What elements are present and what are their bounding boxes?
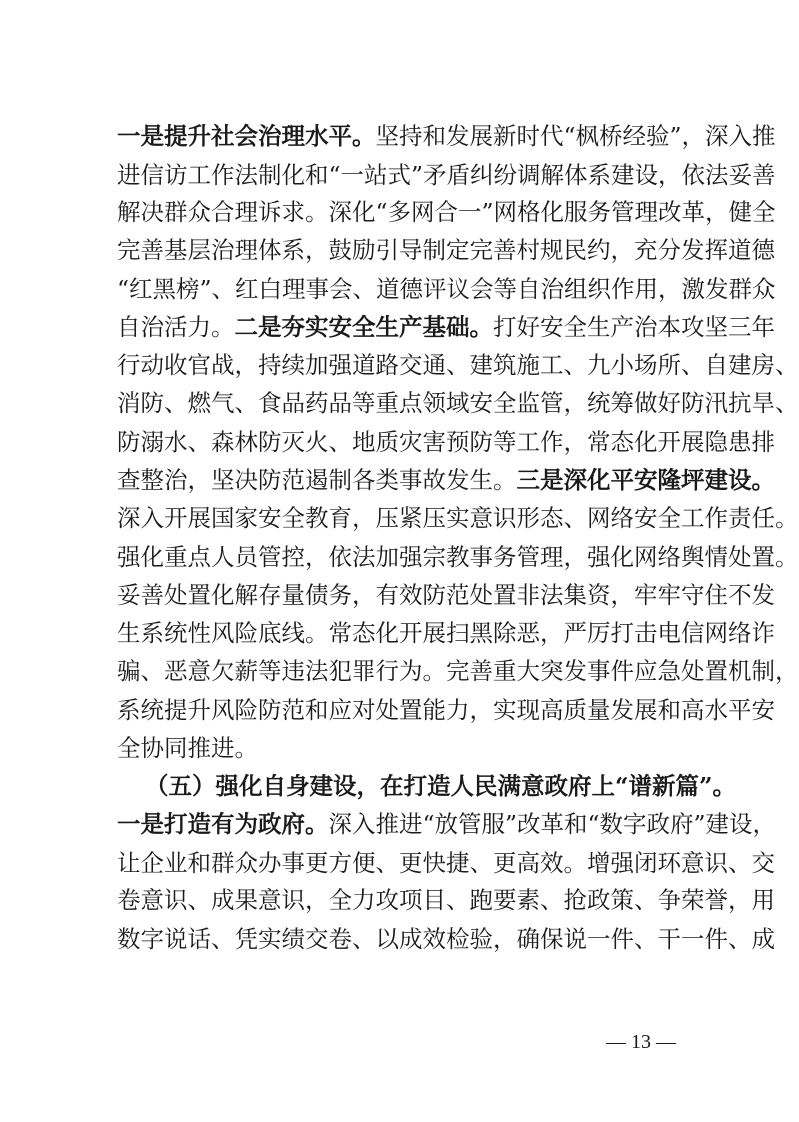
text-span: 防溺水、森林防灭火、地质灾害预防等工作，常态化开展隐患排 — [117, 428, 775, 456]
bold-text: 三是深化平安隆坪建设。 — [516, 466, 775, 494]
text-line — [117, 160, 776, 190]
bold-text: 一是打造有为政府。 — [117, 810, 329, 838]
text-span: 生系统性风险底线。常态化开展扫黑除恶，严厉打击电信网络诈 — [117, 619, 775, 647]
text-span: 进信访工作法制化和“一站式”矛盾纠纷调解体系建设，依法妥善 — [117, 161, 776, 189]
text-line — [117, 465, 775, 495]
text-span: 自治活力。 — [117, 313, 235, 341]
text-span: 全协同推进。 — [117, 734, 258, 762]
text-span: 骗、恶意欠薪等违法犯罪行为。完善重大突发事件应急处置机制， — [117, 657, 799, 685]
text-span: 让企业和群众办事更方便、更快捷、更高效。增强闭环意识、交 — [117, 849, 775, 877]
text-line — [117, 427, 775, 457]
bold-text: （五）强化自身建设，在打造人民满意政府上“谱新篇”。 — [145, 772, 737, 800]
text-line — [117, 542, 799, 572]
text-span: 查整治，坚决防范遏制各类事故发生。 — [117, 466, 517, 494]
text-line — [117, 197, 776, 227]
text-line — [117, 618, 775, 648]
bold-text: 一是提升社会治理水平。 — [117, 122, 376, 150]
text-span: 完善基层治理体系，鼓励引导制定完善村规民约，充分发挥道德 — [117, 236, 775, 264]
text-span: “红黑榜”、红白理事会、道德评议会等自治组织作用，激发群众 — [117, 275, 776, 303]
text-span: 行动收官战，持续加强道路交通、建筑施工、九小场所、自建房、 — [117, 351, 799, 379]
text-line — [117, 885, 775, 915]
page-number: — 13 — — [606, 1031, 676, 1053]
text-line — [117, 809, 777, 839]
text-span: 解决群众合理诉求。深化“多网合一”网格化服务管理改革，健全 — [117, 198, 776, 226]
text-span: 坚持和发展新时代“枫桥经验”，深入推 — [375, 122, 776, 150]
text-line — [117, 503, 799, 533]
text-span: 消防、燃气、食品药品等重点领域安全监管，统筹做好防汛抗旱、 — [117, 389, 799, 417]
text-span: 数字说话、凭实绩交卷、以成效检验，确保说一件、干一件、成 — [117, 925, 775, 953]
text-line — [117, 695, 775, 725]
bold-text: 二是夯实安全生产基础。 — [234, 313, 493, 341]
text-line — [117, 312, 775, 342]
text-span: 卷意识、成果意识，全力攻项目、跑要素、抢政策、争荣誉，用 — [117, 886, 775, 914]
text-line — [117, 388, 799, 418]
text-span: 打好安全生产治本攻坚三年 — [493, 313, 775, 341]
text-span: 深入推进“放管服”改革和“数字政府”建设， — [328, 810, 777, 838]
text-span: 系统提升风险防范和应对处置能力，实现高质量发展和高水平安 — [117, 696, 775, 724]
text-line — [117, 924, 775, 954]
text-span: 深入开展国家安全教育，压紧压实意识形态、网络安全工作责任。 — [117, 504, 799, 532]
text-line — [117, 121, 776, 151]
text-line — [145, 771, 737, 801]
text-span: 强化重点人员管控，依法加强宗教事务管理，强化网络舆情处置。 — [117, 543, 799, 571]
text-line — [117, 848, 775, 878]
text-line — [117, 733, 697, 763]
text-line — [117, 656, 799, 686]
text-line — [117, 350, 799, 380]
text-span: 妥善处置化解存量债务，有效防范处置非法集资，牢牢守住不发 — [117, 581, 775, 609]
text-line — [117, 235, 775, 265]
text-line — [117, 580, 775, 610]
text-line — [117, 274, 776, 304]
